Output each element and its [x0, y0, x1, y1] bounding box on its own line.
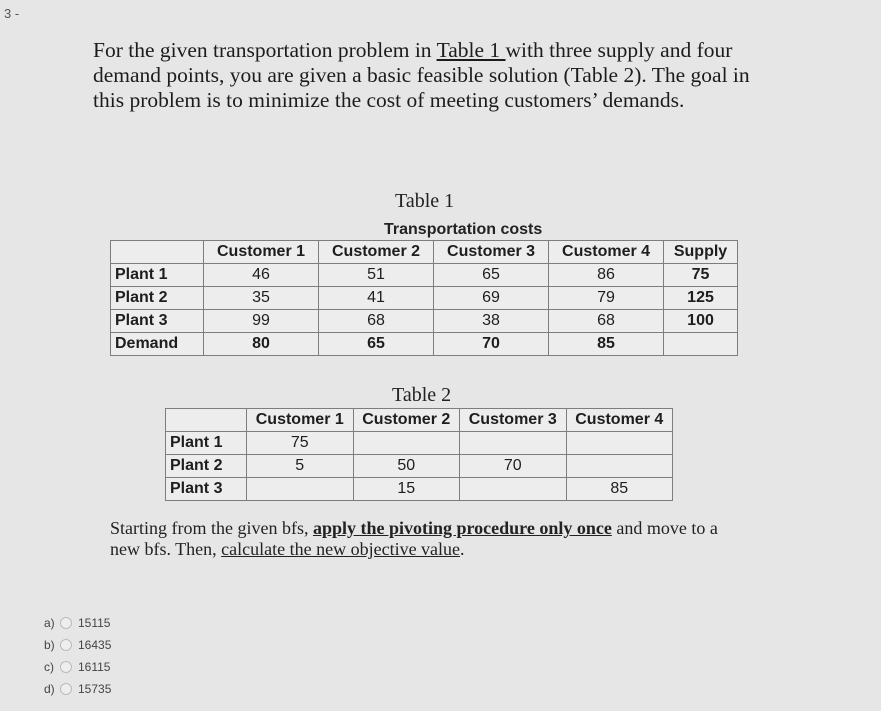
row-label: Plant 2	[166, 455, 247, 478]
option-label: d)	[44, 682, 55, 696]
allocation-cell: 15	[353, 478, 460, 501]
option-value: 16435	[78, 638, 112, 652]
allocation-cell	[566, 455, 673, 478]
row-label: Plant 1	[166, 432, 247, 455]
row-label: Demand	[111, 333, 204, 356]
option-b[interactable]	[44, 634, 111, 656]
table-row	[166, 432, 673, 455]
option-value: 15735	[78, 682, 112, 696]
allocation-cell	[566, 432, 673, 455]
allocation-cell	[460, 432, 567, 455]
allocation-cell	[353, 432, 460, 455]
allocation-cell: 50	[353, 455, 460, 478]
header-customer-3: Customer 3	[460, 409, 567, 432]
table1-subtitle: Transportation costs	[384, 221, 543, 238]
allocation-cell: 5	[247, 455, 354, 478]
corner-cell	[111, 241, 204, 264]
instruction-emphasis-2: calculate the new objective value	[221, 539, 461, 559]
demand-cell: 65	[319, 333, 434, 356]
cost-cell: 35	[204, 287, 319, 310]
instruction-part-1: Starting from the given bfs,	[110, 518, 313, 538]
allocation-cell	[247, 478, 354, 501]
answer-options	[44, 612, 111, 700]
question-number: 3 -	[4, 6, 20, 21]
basic-feasible-solution-table	[165, 408, 673, 501]
instruction-emphasis-1: apply the pivoting procedure only once	[312, 518, 612, 538]
demand-row	[111, 333, 738, 356]
table-row	[111, 264, 738, 287]
table-row	[166, 455, 673, 478]
option-d[interactable]	[44, 678, 111, 700]
cost-cell: 69	[434, 287, 549, 310]
allocation-cell: 75	[247, 432, 354, 455]
table-row	[166, 478, 673, 501]
corner-cell	[166, 409, 247, 432]
option-label: c)	[44, 660, 54, 674]
problem-text-1: For the given transportation problem in	[93, 38, 437, 62]
radio-button-icon[interactable]	[60, 617, 72, 629]
table-row	[111, 310, 738, 333]
empty-cell	[664, 333, 738, 356]
supply-cell: 100	[664, 310, 738, 333]
option-c[interactable]	[44, 656, 111, 678]
allocation-cell: 85	[566, 478, 673, 501]
instruction-text	[110, 518, 730, 560]
header-customer-3: Customer 3	[434, 241, 549, 264]
table1-reference: Table 1	[436, 38, 506, 62]
cost-cell: 68	[549, 310, 664, 333]
cost-cell: 46	[204, 264, 319, 287]
row-label: Plant 1	[111, 264, 204, 287]
option-value: 15115	[78, 616, 111, 630]
problem-statement	[93, 38, 783, 113]
header-customer-1: Customer 1	[204, 241, 319, 264]
radio-button-icon[interactable]	[60, 683, 72, 695]
header-customer-1: Customer 1	[247, 409, 354, 432]
allocation-cell: 70	[460, 455, 567, 478]
table2-caption: Table 2	[392, 384, 452, 406]
cost-cell: 79	[549, 287, 664, 310]
cost-cell: 41	[319, 287, 434, 310]
demand-cell: 70	[434, 333, 549, 356]
header-customer-2: Customer 2	[319, 241, 434, 264]
cost-cell: 38	[434, 310, 549, 333]
cost-cell: 86	[549, 264, 664, 287]
radio-button-icon[interactable]	[60, 661, 72, 673]
option-label: b)	[44, 638, 55, 652]
demand-cell: 80	[204, 333, 319, 356]
header-supply: Supply	[664, 241, 738, 264]
cost-cell: 68	[319, 310, 434, 333]
cost-cell: 51	[319, 264, 434, 287]
supply-cell: 125	[664, 287, 738, 310]
option-a[interactable]	[44, 612, 111, 634]
option-value: 16115	[78, 660, 111, 674]
cost-cell: 65	[434, 264, 549, 287]
table1-caption: Table 1	[395, 190, 455, 212]
option-label: a)	[44, 616, 55, 630]
radio-button-icon[interactable]	[60, 639, 72, 651]
problem-text-2: with three supply and four demand points, you are given a basic feasible solution (Table 2). The goal in this problem is to minimize the cost of meeting customers’ demands.	[93, 38, 750, 112]
demand-cell: 85	[549, 333, 664, 356]
cost-cell: 99	[204, 310, 319, 333]
header-customer-2: Customer 2	[353, 409, 460, 432]
transportation-costs-table	[110, 240, 738, 356]
row-label: Plant 3	[166, 478, 247, 501]
header-customer-4: Customer 4	[566, 409, 673, 432]
allocation-cell	[460, 478, 567, 501]
row-label: Plant 2	[111, 287, 204, 310]
table-row	[111, 287, 738, 310]
instruction-part-3: .	[460, 539, 465, 559]
row-label: Plant 3	[111, 310, 204, 333]
supply-cell: 75	[664, 264, 738, 287]
table-header-row	[166, 409, 673, 432]
instruction-part-2: and move to a new bfs. Then,	[110, 518, 718, 559]
table-header-row	[111, 241, 738, 264]
header-customer-4: Customer 4	[549, 241, 664, 264]
